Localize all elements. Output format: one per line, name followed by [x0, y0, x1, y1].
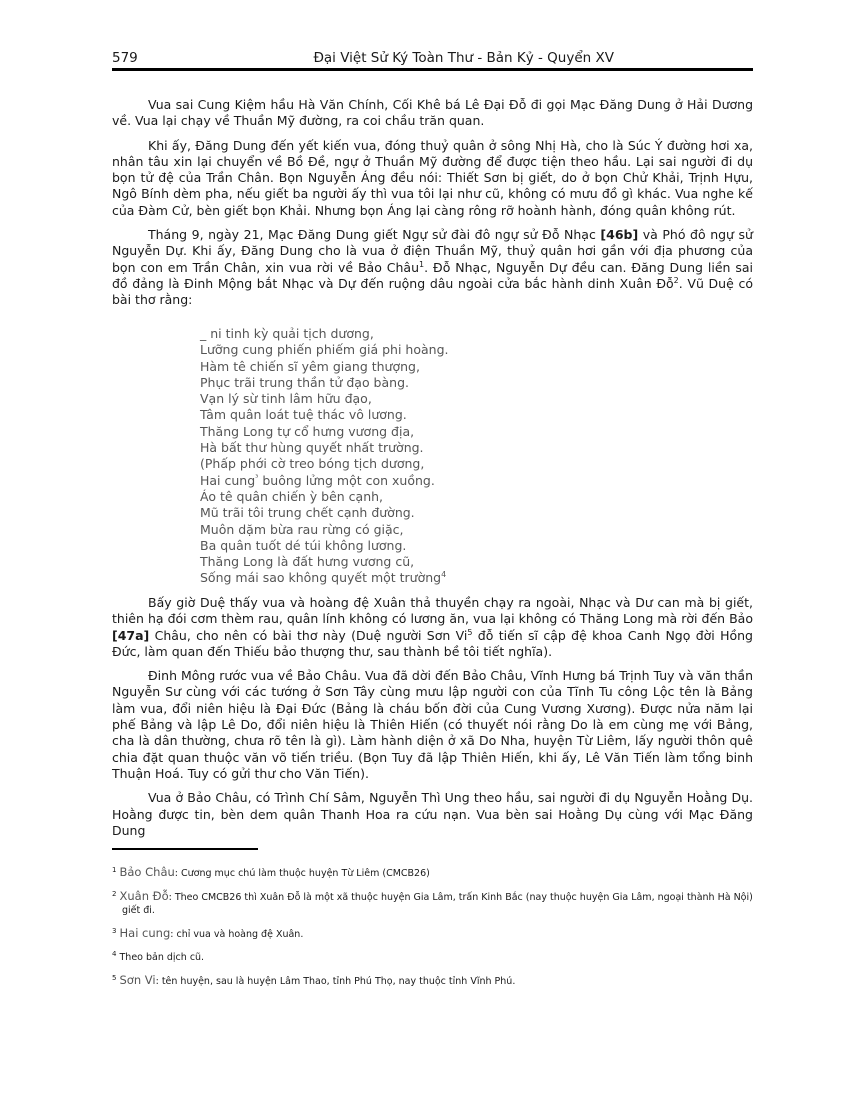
page-ref: [47a]	[112, 627, 150, 643]
footnote: $^5$ Sơn Vi: tên huyện, sau là huyện Lâm Thao, tỉnh Phú Thọ, nay thuộc tỉnh Vĩnh Phú.	[112, 973, 516, 987]
poem-line: Hàm tê chiến sĩ yêm giang thượng,	[200, 358, 420, 374]
poem	[200, 326, 600, 587]
poem-line: Lưỡng cung phiến phiếm giá phi hoàng.	[200, 342, 449, 358]
poem-line: Ba quân tuốt dé túi không lương.	[200, 537, 407, 553]
footnote-ref[interactable]: 2	[673, 275, 679, 285]
footnote: $^3$ Hai cung: chỉ vua và hoàng đệ Xuân.	[112, 926, 304, 940]
paragraph: Khi ấy, Đăng Dung đến yết kiến vua, đóng thuỷ quân ở sông Nhị Hà, cho là Súc Ý đường hơi xa, nhân tâu xin lại chuyển về Bồ Đề, ngự ở Thuần Mỹ đường để được tiện theo hầu. Lại sai người đi dụ bọn tử đệ của Trần Chân. Bọn Nguyễn Áng đều nói: Thiết Sơn bị giết, do ở bọn Chử Khải, Trịnh Hựu, Ngô Bính dèm pha, nếu giết ba người ấy thì vua tôi lại như cũ, không có mưu đồ gì khác. Vua nghe kế của Đàm Cử, bèn giết bọn Khải. Nhưng bọn Áng lại càng rông rỡ hoành hành, đóng quân không rút.	[112, 137, 753, 218]
paragraph: Vua ở Bảo Châu, có Trình Chí Sâm, Nguyễn Thì Ung theo hầu, sai người đi dụ Nguyễn Hoằng Dụ. Hoằng được tin, bèn dem quân Thanh Hoa ra cứu nạn. Vua bèn sai Hoằng Dụ cùng với Mạc Đăng Dung	[112, 790, 753, 838]
footnote-ref[interactable]: 5	[467, 627, 473, 637]
poem-line: Hà bất thư hùng quyết nhất trường.	[200, 440, 424, 456]
footnote: $^1$ Bảo Châu: Cương mục chú làm thuộc huyện Từ Liêm (CMCB26)	[112, 865, 430, 879]
footnote: $^4$ Theo bản dịch cũ.	[112, 949, 205, 963]
poem-line: Thăng Long tự cổ hưng vương địa,	[200, 423, 415, 439]
header-rule	[112, 68, 753, 71]
poem-line: Vạn lý sừ tinh lâm hữu đạo,	[200, 391, 372, 407]
footnote: $^2$ Xuân Đỗ: Theo CMCB26 thì Xuân Đỗ là một xã thuộc huyện Gia Lâm, trấn Kinh Bắc (nay thuộc huyện Gia Lâm, ngoại thành Hà Nội) giết đi.	[112, 889, 753, 916]
poem-line: Áo tê quân chiến ỳ bên cạnh,	[200, 488, 384, 504]
running-title: Đại Việt Sử Ký Toàn Thư - Bản Kỷ - Quyển XV	[313, 50, 614, 66]
paragraph: Tháng 9, ngày 21, Mạc Đăng Dung giết Ngự sử đài đô ngự sử Đỗ Nhạc [46b] và Phó đô ngự sử Nguyễn Dự. Khi ấy, Đăng Dung cho là vua ở điện Thuần Mỹ, thuỷ quân hơi gần với địa phương của bọn con em Trần Chân, xin vua rời về Bảo Châu$^1$. Đỗ Nhạc, Nguyễn Dự đều can. Đăng Dung liền sai đồ đảng là Đinh Mộng bắt Nhạc và Dự đến ruộng dâu ngoài cửa bắc hành dinh Xuân Đỗ$^2$. Vũ Duệ có bài thơ rằng:	[112, 227, 754, 308]
poem-line: Mũ trãi tôi trung chết cạnh đường.	[200, 505, 415, 521]
poem-line: Phục trãi trung thần tử đạo bàng.	[200, 374, 409, 390]
poem-line: Tâm quân loát tuệ thác vô lương.	[200, 407, 407, 423]
footnote-ref[interactable]: 4	[441, 570, 447, 580]
footnote-ref[interactable]: ³	[255, 472, 259, 482]
paragraph: Bấy giờ Duệ thấy vua và hoàng đệ Xuân thả thuyền chạy ra ngoài, Nhạc và Dư can mà bị giết, thiên hạ đói cơm thèm rau, quân lính không có lương ăn, vua lại không có Thăng Long mà rời đến Bảo [47a] Châu, cho nên có bài thơ này (Duệ người Sơn Vi$^5$ đỗ tiến sĩ cập đệ khoa Canh Ngọ đời Hồng Đức, làm quan đến Thiếu bảo thượng thư, sau thành bề tôi tiết nghĩa).	[112, 595, 753, 659]
page-number: 579	[112, 50, 138, 66]
page-header	[112, 50, 752, 68]
body-text-top	[112, 97, 753, 317]
page-ref: [46b]	[600, 227, 639, 243]
poem-line: Thăng Long là đất hưng vương cũ,	[200, 554, 415, 570]
poem-line: (Phấp phới cờ treo bóng tịch dương,	[200, 456, 425, 472]
footnote-rule	[112, 848, 258, 850]
footnotes	[112, 866, 753, 998]
paragraph: Vua sai Cung Kiệm hầu Hà Văn Chính, Cối Khê bá Lê Đại Đỗ đi gọi Mạc Đăng Dung ở Hải Dương về. Vua lại chạy về Thuần Mỹ đường, ra coi chầu trăn quan.	[112, 97, 753, 129]
footnote-ref[interactable]: 1	[419, 259, 425, 269]
poem-line: Hai cung$^{^3}$ buông lửng một con xuồng.	[200, 472, 435, 488]
poem-line: _ ni tinh kỳ quải tịch dương,	[200, 326, 374, 341]
paragraph: Đinh Mông rước vua về Bảo Châu. Vua đã dời đến Bảo Châu, Vĩnh Hưng bá Trịnh Tuy và văn thần Nguyễn Sư cùng với các tướng ở Sơn Tây cùng mưu lập người con của Tĩnh Tu công Lộc tên là Bảng làm vua, đổi niên hiệu là Đại Đức (Bảng là cháu bốn đời của Cung Vương Xương). Được nửa năm lại phế Bảng và lập Lê Do, đổi niên hiệu là Thiên Hiến (có thuyết nói rằng Do là em cùng mẹ với Bảng, cha là dân thường, chưa rõ tên là gì). Làm hành diện ở xã Do Nha, huyện Từ Liêm, lấy người thôn quê chia đặt quan thuộc văn võ tiến triều. (Bọn Tuy đã lập Thiên Hiến, khi ấy, Lê Văn Tiến làm tổng binh Thuận Hoá. Tuy có gửi thư cho Văn Tiến).	[112, 668, 753, 781]
poem-line: Sống mái sao không quyết một trường$^4$	[200, 570, 447, 586]
poem-line: Muôn dặm bừa rau rừng có giặc,	[200, 521, 404, 537]
body-text-bottom	[112, 595, 753, 847]
